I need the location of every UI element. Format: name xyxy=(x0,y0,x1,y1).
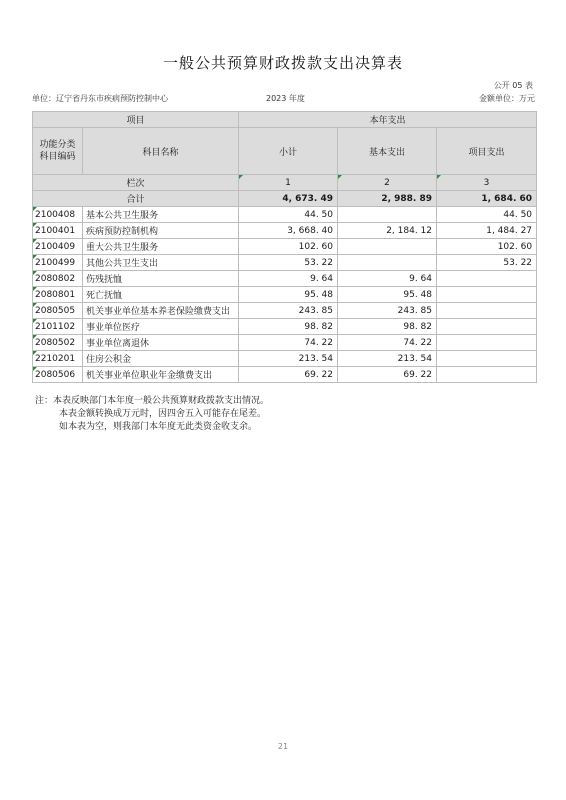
cell-subject-name xyxy=(83,287,239,303)
cell-project xyxy=(437,303,537,319)
cell-basic-text: 98. 82 xyxy=(403,321,433,332)
cell-func-code-text: 2210201 xyxy=(35,353,76,364)
total-subtotal: 4, 673. 49 xyxy=(239,191,338,207)
cell-subtotal xyxy=(239,271,338,287)
cell-subtotal xyxy=(239,223,338,239)
cell-basic xyxy=(338,287,437,303)
cell-func-code-text: 2100408 xyxy=(35,209,76,220)
cell-subject-name xyxy=(83,207,239,223)
cell-func-code xyxy=(33,223,83,239)
cell-subtotal-text: 3, 668. 40 xyxy=(287,225,334,236)
cell-subject-name xyxy=(83,255,239,271)
unit-label: 单位：辽宁省丹东市疾病预防控制中心 xyxy=(32,94,168,103)
note-line: 本表金额转换成万元时，因四舍五入可能存在尾差。 xyxy=(59,409,267,419)
column-index-row xyxy=(33,175,537,191)
cell-subject-name xyxy=(83,319,239,335)
cell-subject-name-text: 住房公积金 xyxy=(86,355,132,365)
cell-marker-icon xyxy=(239,175,243,179)
note-line: 如本表为空，则我部门本年度无此类资金收支余。 xyxy=(59,422,258,432)
cell-subject-name-text: 伤残抚恤 xyxy=(86,275,123,285)
cell-project xyxy=(437,287,537,303)
page-title: 一般公共预算财政拨款支出决算表 xyxy=(162,54,403,72)
cell-project xyxy=(437,207,537,223)
cell-marker-icon xyxy=(33,287,37,291)
header-basic: 基本支出 xyxy=(338,128,437,175)
cell-func-code xyxy=(33,335,83,351)
cell-func-code xyxy=(33,239,83,255)
cell-basic xyxy=(338,319,437,335)
header-row-2 xyxy=(33,128,537,175)
cell-subtotal-text: 69. 22 xyxy=(304,369,334,380)
cell-subject-name-text: 其他公共卫生支出 xyxy=(86,259,159,269)
cell-subtotal xyxy=(239,319,338,335)
header-subject-name: 科目名称 xyxy=(83,128,239,175)
cell-project xyxy=(437,255,537,271)
cell-marker-icon xyxy=(33,255,37,259)
cell-func-code xyxy=(33,255,83,271)
header-subtotal: 小计 xyxy=(239,128,338,175)
header-func-code-text: 功能分类科目编码 xyxy=(39,140,76,162)
cell-basic xyxy=(338,351,437,367)
cell-subject-name xyxy=(83,223,239,239)
cell-subtotal-text: 74. 22 xyxy=(304,337,334,348)
table-row xyxy=(33,239,537,255)
cell-project xyxy=(437,335,537,351)
cell-marker-icon xyxy=(437,175,441,179)
cell-marker-icon xyxy=(33,239,37,243)
cell-subject-name xyxy=(83,239,239,255)
cell-basic xyxy=(338,367,437,383)
table-row xyxy=(33,287,537,303)
cell-project-text: 53. 22 xyxy=(503,257,533,268)
cell-marker-icon xyxy=(338,175,342,179)
cell-func-code-text: 2080502 xyxy=(35,337,76,348)
cell-func-code-text: 2100409 xyxy=(35,241,76,252)
cell-basic-text: 2, 184. 12 xyxy=(386,225,433,236)
cell-basic-text: 9. 64 xyxy=(409,273,433,284)
cell-subject-name xyxy=(83,271,239,287)
cell-func-code-text: 2080505 xyxy=(35,305,76,316)
cell-project-text: 102. 60 xyxy=(497,241,533,252)
header-func-code xyxy=(33,128,83,175)
cell-subtotal xyxy=(239,351,338,367)
cell-project xyxy=(437,351,537,367)
cell-subject-name-text: 机关事业单位基本养老保险缴费支出 xyxy=(86,307,231,317)
table-row xyxy=(33,271,537,287)
cell-func-code-text: 2080802 xyxy=(35,273,76,284)
cell-func-code xyxy=(33,319,83,335)
table-row xyxy=(33,351,537,367)
cell-subtotal xyxy=(239,239,338,255)
cell-basic xyxy=(338,303,437,319)
cell-subtotal xyxy=(239,303,338,319)
cell-marker-icon xyxy=(33,351,37,355)
cell-project xyxy=(437,239,537,255)
cell-subtotal-text: 213. 54 xyxy=(298,353,334,364)
col-index-2 xyxy=(338,175,437,191)
cell-subtotal-text: 98. 82 xyxy=(304,321,334,332)
cell-marker-icon xyxy=(33,207,37,211)
total-label: 合计 xyxy=(33,191,239,207)
table-row xyxy=(33,303,537,319)
cell-func-code xyxy=(33,367,83,383)
header-row-1 xyxy=(33,112,537,128)
cell-subtotal-text: 243. 85 xyxy=(298,305,334,316)
cell-func-code-text: 2080801 xyxy=(35,289,76,300)
cell-subtotal xyxy=(239,255,338,271)
cell-subject-name xyxy=(83,303,239,319)
table-row xyxy=(33,335,537,351)
header-project: 项目支出 xyxy=(437,128,537,175)
cell-basic-text: 95. 48 xyxy=(403,289,433,300)
cell-basic-text: 213. 54 xyxy=(397,353,433,364)
cell-subject-name-text: 死亡抚恤 xyxy=(86,291,123,301)
cell-subtotal-text: 9. 64 xyxy=(310,273,334,284)
cell-project-text: 44. 50 xyxy=(503,209,533,220)
table-row xyxy=(33,223,537,239)
cell-basic xyxy=(338,271,437,287)
header-current-year: 本年支出 xyxy=(239,112,537,128)
money-unit: 金额单位：万元 xyxy=(479,94,535,103)
cell-func-code-text: 2100499 xyxy=(35,257,76,268)
notes xyxy=(35,395,269,434)
row-label: 栏次 xyxy=(33,175,239,191)
form-number: 公开 05 表 xyxy=(493,81,533,90)
cell-subject-name xyxy=(83,351,239,367)
cell-marker-icon xyxy=(33,319,37,323)
col-index-3-text: 3 xyxy=(483,177,490,188)
cell-project xyxy=(437,367,537,383)
col-index-3 xyxy=(437,175,537,191)
cell-basic-text: 74. 22 xyxy=(403,337,433,348)
cell-subject-name-text: 重大公共卫生服务 xyxy=(86,243,159,253)
cell-func-code-text: 2101102 xyxy=(35,321,76,332)
col-index-1 xyxy=(239,175,338,191)
cell-subtotal xyxy=(239,287,338,303)
cell-func-code-text: 2080506 xyxy=(35,369,76,380)
cell-func-code xyxy=(33,287,83,303)
cell-subtotal xyxy=(239,207,338,223)
cell-func-code xyxy=(33,207,83,223)
cell-subject-name-text: 事业单位医疗 xyxy=(86,323,141,333)
cell-basic-text: 243. 85 xyxy=(397,305,433,316)
cell-subtotal-text: 102. 60 xyxy=(298,241,334,252)
total-row xyxy=(33,191,537,207)
cell-subject-name-text: 事业单位离退休 xyxy=(86,339,150,349)
note-line: 注：本表反映部门本年度一般公共预算财政拨款支出情况。 xyxy=(35,396,270,406)
page-number: 21 xyxy=(277,742,289,751)
col-index-2-text: 2 xyxy=(384,177,390,188)
cell-func-code-text: 2100401 xyxy=(35,225,76,236)
budget-table xyxy=(32,111,537,383)
cell-marker-icon xyxy=(33,335,37,339)
cell-subtotal-text: 44. 50 xyxy=(304,209,334,220)
cell-subject-name-text: 疾病预防控制机构 xyxy=(86,227,159,237)
fiscal-year: 2023 年度 xyxy=(266,94,305,103)
meta-line xyxy=(32,93,535,105)
cell-subject-name xyxy=(83,367,239,383)
cell-marker-icon xyxy=(33,303,37,307)
header-item: 项目 xyxy=(33,112,239,128)
table-row xyxy=(33,319,537,335)
cell-project xyxy=(437,271,537,287)
table-row xyxy=(33,207,537,223)
cell-basic xyxy=(338,207,437,223)
cell-basic xyxy=(338,335,437,351)
cell-subject-name xyxy=(83,335,239,351)
cell-subtotal-text: 53. 22 xyxy=(304,257,334,268)
cell-project-text: 1, 484. 27 xyxy=(486,225,533,236)
cell-basic xyxy=(338,255,437,271)
cell-subject-name-text: 基本公共卫生服务 xyxy=(86,211,159,221)
cell-marker-icon xyxy=(33,271,37,275)
cell-subtotal-text: 95. 48 xyxy=(304,289,334,300)
total-project: 1, 684. 60 xyxy=(437,191,537,207)
cell-basic xyxy=(338,223,437,239)
cell-func-code xyxy=(33,351,83,367)
cell-basic-text: 69. 22 xyxy=(403,369,433,380)
cell-subject-name-text: 机关事业单位职业年金缴费支出 xyxy=(86,371,213,381)
col-index-1-text: 1 xyxy=(285,177,291,188)
table-row xyxy=(33,367,537,383)
cell-func-code xyxy=(33,271,83,287)
cell-marker-icon xyxy=(33,223,37,227)
cell-project xyxy=(437,319,537,335)
table-row xyxy=(33,255,537,271)
cell-project xyxy=(437,223,537,239)
cell-func-code xyxy=(33,303,83,319)
cell-subtotal xyxy=(239,335,338,351)
cell-marker-icon xyxy=(33,367,37,371)
cell-subtotal xyxy=(239,367,338,383)
total-basic: 2, 988. 89 xyxy=(338,191,437,207)
cell-basic xyxy=(338,239,437,255)
